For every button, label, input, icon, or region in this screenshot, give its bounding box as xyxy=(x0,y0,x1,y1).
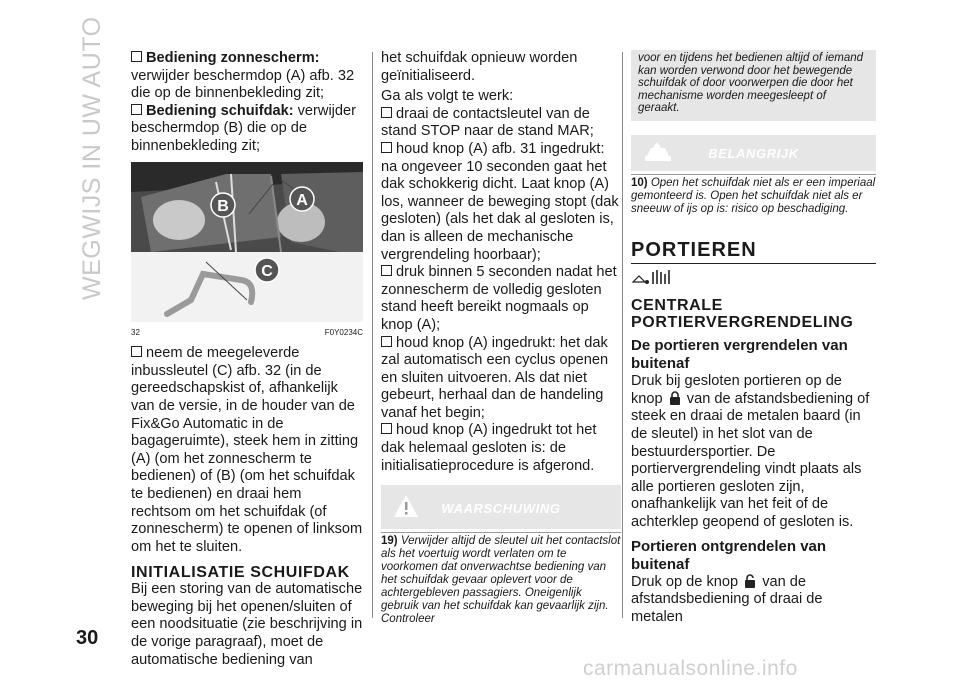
door-lock-icon xyxy=(631,268,675,288)
figure-label-b: B xyxy=(217,197,229,215)
paragraph: Ga als volgt te werk: xyxy=(381,88,514,105)
bullet-item: druk binnen 5 seconden nadat het zonnescherm de volledig gesloten stand heeft bereikt nogmaals op knop (A); xyxy=(381,264,617,333)
paragraph-heading: Portieren ontgrendelen van buitenaf xyxy=(631,537,827,573)
warning-text: 19) Verwijder altijd de sleutel uit het contactslot als het voertuig wordt verlaten om te voorkomen dat onverwachtse bediening van het schuifdak gevaar oplevert voor de achtergebleven passagiers. Oneigenlijk gebruik van het schuifdak kan gevaarlijk zijn. Controleer xyxy=(381,532,621,626)
watermark: carmanualsonline.info xyxy=(583,657,798,680)
bullet-item: Bediening schuifdak: verwijder beschermdop (B) die op de binnenbekleding zit; xyxy=(131,102,357,154)
bullet-icon xyxy=(131,346,142,357)
column-1 xyxy=(131,50,363,669)
paragraph: Bij een storing van de automatische beweging bij het openen/sluiten of een noodsituatie (zie beschrijving in de vorige paragraaf), moet de automatische bediening van xyxy=(131,581,363,668)
warning-continuation: voor en tijdens het bedienen altijd of iemand kan worden verwond door het bewegende schuifdak of door voorwerpen die door het mechanisme worden meegesleept of geraakt. xyxy=(631,50,876,121)
important-title: BELANGRIJK xyxy=(708,145,799,161)
lock-open-icon xyxy=(744,574,756,588)
figure-label-c: C xyxy=(261,262,273,280)
column-divider xyxy=(372,52,373,618)
figure-label-a: A xyxy=(296,191,308,209)
paragraph: Druk op de knop van de afstandsbediening of draai de metalen xyxy=(631,573,823,625)
bullet-icon xyxy=(131,51,142,62)
column-3 xyxy=(631,50,876,626)
bullet-item: houd knop (A) afb. 31 ingedrukt: na ongeveer 10 seconden gaat het dak schokkerig dicht. Laat knop (A) los, wanneer de beweging stopt (dak gesloten) (als het dak al gesloten is, dan is alleen de mechanische vergrendeling hoorbaar); xyxy=(381,140,619,263)
paragraph: het schuifdak opnieuw worden geïnitialiseerd. xyxy=(381,50,578,84)
bullet-icon xyxy=(381,423,392,434)
paragraph: Druk bij gesloten portieren op de knop van de afstandsbediening of steek en draai de metalen baard (in de sleutel) in het slot van de bestuurdersportier. De portiervergrendeling vindt plaats als alle portieren gesloten zijn, onafhankelijk van het feit of de achterklep geopend of gesloten is. xyxy=(631,373,870,530)
important-text: 10) Open het schuifdak niet als er een imperiaal gemonteerd is. Open het schuifdak niet als er sneeuw of ijs op is: risico op beschadiging. xyxy=(631,174,876,216)
bullet-icon xyxy=(381,265,392,276)
bullet-icon xyxy=(131,104,142,115)
figure-caption xyxy=(131,324,363,342)
paragraph-heading: De portieren vergrendelen van buitenaf xyxy=(631,337,848,373)
bullet-item: Bediening zonnescherm: verwijder beschermdop (A) afb. 32 die op de binnenbekleding zit; xyxy=(131,50,355,102)
page-number: 30 xyxy=(76,627,99,649)
figure-number: 32 xyxy=(131,327,140,337)
bullet-item: draai de contactsleutel van de stand STOP naar de stand MAR; xyxy=(381,105,594,140)
bullet-icon xyxy=(381,336,392,347)
sub-heading: CENTRALE PORTIERVERGRENDELING xyxy=(631,297,854,332)
bullet-item: houd knop (A) ingedrukt tot het dak helemaal gesloten is: de initialisatieprocedure is afgerond. xyxy=(381,422,597,474)
warning-title: WAARSCHUWING xyxy=(441,501,561,517)
important-banner xyxy=(631,135,876,171)
bullet-icon xyxy=(381,107,392,118)
bullet-item: neem de meegeleverde inbussleutel (C) afb. 32 (in de gereedschapskist of, afhankelijk van de versie, in de houder van de Fix&Go Automatic in de bagageruimte), steek hem in zitting (A) (om het zonnescherm te bedienen) of (B) (om het schuifdak te bedienen) en draai hem rechtsom om het schuifdak (of zonnescherm) te openen of linksom om het te sluiten. xyxy=(131,345,363,555)
chapter-title: PORTIEREN xyxy=(631,242,876,264)
column-2 xyxy=(381,50,621,626)
section-heading: INITIALISATIE SCHUIFDAK xyxy=(131,564,350,582)
warning-banner xyxy=(381,485,621,529)
figure-sunroof-key xyxy=(131,162,363,322)
bullet-icon xyxy=(381,142,392,153)
side-section-title: WEGWIJS IN UW AUTO xyxy=(78,16,106,300)
bullet-item: houd knop (A) ingedrukt: het dak zal automatisch een cyclus openen en sluiten uitvoeren. Als dat niet gebeurt, herhaal dan de handeling vanaf het begin; xyxy=(381,334,609,421)
lock-closed-icon xyxy=(669,391,681,405)
figure-code: F0Y0234C xyxy=(324,327,363,337)
column-divider xyxy=(622,52,623,618)
